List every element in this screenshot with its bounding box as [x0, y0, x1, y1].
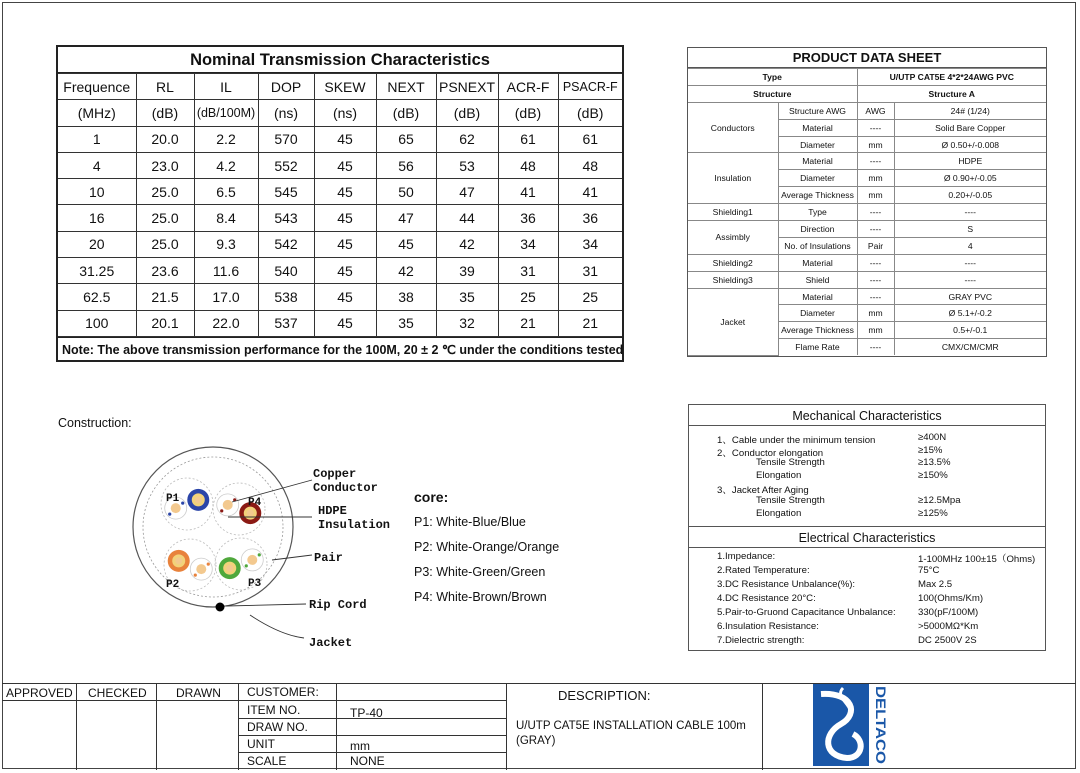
mechanical-item-value: ≥400N [918, 432, 947, 443]
table-cell: 23.0 [136, 152, 194, 178]
spec-value: Ø 5.1+/-0.2 [894, 305, 1046, 322]
electrical-item-label: 5.Pair-to-Gruond Capacitance Unbalance: [717, 607, 896, 618]
scale-label: SCALE [247, 754, 287, 768]
spec-value: ---- [894, 204, 1046, 221]
electrical-item-value: 75°C [918, 565, 940, 576]
table-cell: 25 [558, 284, 622, 310]
table-cell: 31 [558, 258, 622, 284]
table-cell: 23.6 [136, 258, 194, 284]
table-cell: 20.0 [136, 126, 194, 152]
spec-group-label: Jacket [688, 288, 778, 355]
spec-value: ---- [894, 254, 1046, 271]
core-p2: P2: White-Orange/Orange [414, 540, 560, 554]
table-cell: 47 [436, 179, 498, 205]
pair-leader [272, 555, 312, 560]
table-row [58, 258, 622, 284]
table-cell: (ns) [258, 100, 314, 126]
pair-label: Pair [314, 551, 343, 565]
copper-leader [232, 480, 312, 502]
pair-3-stripe-dot [258, 553, 261, 556]
table-cell: 9.3 [194, 231, 258, 257]
draw-no-label: DRAW NO. [247, 720, 308, 734]
rip-cord-leader [226, 604, 306, 606]
tb-divider [156, 684, 157, 770]
hdpe-label: HDPE [318, 504, 347, 518]
spec-value: Ø 0.50+/-0.008 [894, 136, 1046, 153]
table-cell: 570 [258, 126, 314, 152]
table-cell: 45 [314, 126, 376, 152]
spec-unit: AWG [857, 102, 894, 119]
spec-unit: ---- [857, 288, 894, 305]
product-data-table [687, 47, 1047, 357]
table-cell: 34 [558, 231, 622, 257]
core-p1: P1: White-Blue/Blue [414, 515, 526, 529]
spec-unit: ---- [857, 153, 894, 170]
table-cell: 42 [376, 258, 436, 284]
table-cell: 32 [436, 310, 498, 336]
table-cell: 45 [314, 258, 376, 284]
electrical-item-value: DC 2500V 2S [918, 635, 977, 646]
spec-unit: mm [857, 305, 894, 322]
transmission-table-title: Nominal Transmission Characteristics [58, 47, 622, 73]
spec-value: 0.20+/-0.05 [894, 187, 1046, 204]
spec-group-label: Insulation [688, 153, 778, 204]
table-cell: 2.2 [194, 126, 258, 152]
deltaco-wordmark [873, 684, 889, 766]
table-cell: 65 [376, 126, 436, 152]
table-cell: 36 [558, 205, 622, 231]
unit-value: mm [350, 739, 370, 753]
mechanical-item-value: ≥15% [918, 444, 943, 456]
pair-2-stripe-dot [207, 563, 210, 566]
spec-unit: Pair [857, 237, 894, 254]
spec-unit: ---- [857, 271, 894, 288]
jacket-inner [143, 457, 283, 597]
title-block [2, 683, 1076, 770]
spec-value: Ø 0.90+/-0.05 [894, 170, 1046, 187]
table-cell: 543 [258, 205, 314, 231]
unit-label: UNIT [247, 737, 275, 751]
rip-cord-dot [216, 603, 225, 612]
table-cell: 36 [498, 205, 558, 231]
electrical-title: Electrical Characteristics [689, 526, 1045, 548]
conductor-label: Conductor [313, 481, 378, 495]
table-cell: 61 [558, 126, 622, 152]
tb-divider [762, 684, 763, 770]
mechanical-title: Mechanical Characteristics [689, 405, 1045, 426]
rip-cord-label: Rip Cord [309, 598, 367, 612]
pair-4-white-core [223, 500, 233, 510]
table-cell: 22.0 [194, 310, 258, 336]
mechanical-item-value: ≥12.5Mpa [918, 495, 961, 506]
spec-value: HDPE [894, 153, 1046, 170]
table-row [58, 152, 622, 178]
table-cell: 20 [58, 231, 136, 257]
tb-rule [238, 735, 506, 736]
core-title: core: [414, 489, 449, 505]
table-cell: 25.0 [136, 179, 194, 205]
spec-group-label: Shielding3 [688, 271, 778, 288]
table-cell: PSACR-F [558, 74, 622, 100]
product-data-title: PRODUCT DATA SHEET [688, 48, 1046, 68]
mechanical-item-label: Tensile Strength [756, 495, 825, 506]
p2-label: P2 [166, 579, 180, 591]
structure-label: Structure [688, 85, 857, 102]
core-p3: P3: White-Green/Green [414, 565, 546, 579]
spec-unit: ---- [857, 119, 894, 136]
table-cell: 1 [58, 126, 136, 152]
mechanical-item-label: Elongation [756, 507, 802, 519]
table-cell: 44 [436, 205, 498, 231]
callout-labels [309, 467, 390, 650]
electrical-item-value: 100(Ohms/Km) [918, 593, 984, 604]
spec-value: 4 [894, 237, 1046, 254]
table-cell: 48 [558, 152, 622, 178]
table-cell: 21.5 [136, 284, 194, 310]
table-cell: PSNEXT [436, 74, 498, 100]
core-p4: P4: White-Brown/Brown [414, 590, 547, 604]
table-row [58, 179, 622, 205]
table-cell: 31.25 [58, 258, 136, 284]
table-cell: 540 [258, 258, 314, 284]
mechanical-list [689, 426, 1045, 526]
table-cell: 48 [498, 152, 558, 178]
pair-4-stripe-dot [220, 509, 223, 512]
spec-row [688, 288, 1046, 305]
table-cell: 50 [376, 179, 436, 205]
table-cell: 34 [498, 231, 558, 257]
spec-item: Structure AWG [778, 102, 857, 119]
scale-value: NONE [350, 754, 385, 768]
jacket-leader [250, 615, 304, 638]
table-cell: 17.0 [194, 284, 258, 310]
spec-item: No. of Insulations [778, 237, 857, 254]
table-cell: 62.5 [58, 284, 136, 310]
item-no-value: TP-40 [350, 706, 383, 720]
table-cell: 56 [376, 152, 436, 178]
pair-1-stripe-dot [168, 513, 171, 516]
electrical-item-value: >5000MΩ*Km [918, 621, 979, 632]
table-cell: 542 [258, 231, 314, 257]
p3-label: P3 [248, 578, 262, 590]
table-cell: (dB) [436, 100, 498, 126]
table-cell: (dB) [498, 100, 558, 126]
tb-divider [506, 684, 507, 770]
table-row [58, 205, 622, 231]
table-row [58, 284, 622, 310]
mechanical-item-label: Elongation [756, 469, 802, 481]
table-cell: 31 [498, 258, 558, 284]
spec-group-label: Conductors [688, 102, 778, 153]
spec-group-label: Shielding1 [688, 204, 778, 221]
mechanical-item-label: 2、Conductor elongation [717, 447, 824, 459]
units-row [58, 100, 622, 126]
spec-value: 0.5+/-0.1 [894, 322, 1046, 339]
mechanical-item-value: ≥13.5% [918, 457, 951, 469]
mechanical-item-label: 1、Cable under the minimum tension [717, 435, 876, 446]
table-cell: RL [136, 74, 194, 100]
spec-item: Material [778, 119, 857, 136]
spec-value: CMX/CM/CMR [894, 339, 1046, 355]
tb-divider [336, 684, 337, 770]
table-cell: 45 [376, 231, 436, 257]
pair-3-white-core [247, 555, 257, 565]
product-data-grid [688, 68, 1046, 356]
table-cell: 20.1 [136, 310, 194, 336]
spec-row [688, 204, 1046, 221]
table-cell: 41 [558, 179, 622, 205]
customer-label: CUSTOMER: [247, 685, 319, 699]
table-cell: 25.0 [136, 205, 194, 231]
spec-group-label: Shielding2 [688, 254, 778, 271]
pair-2-colored-core [175, 557, 182, 564]
description-label: DESCRIPTION: [558, 688, 651, 703]
type-label: Type [688, 69, 857, 86]
pair-2-white-core [196, 564, 206, 574]
electrical-item-label: 6.Insulation Resistance: [717, 621, 819, 632]
tb-rule [238, 752, 506, 753]
transmission-table [56, 45, 624, 362]
table-cell: 35 [376, 310, 436, 336]
spec-item: Material [778, 254, 857, 271]
insulation-label: Insulation [318, 518, 391, 532]
description-line-1: U/UTP CAT5E INSTALLATION CABLE 100m [516, 720, 746, 732]
spec-row [688, 153, 1046, 170]
spec-value: 24# (1/24) [894, 102, 1046, 119]
p1-label: P1 [166, 493, 180, 505]
spec-unit: ---- [857, 339, 894, 355]
electrical-list [689, 549, 1045, 649]
spec-item: Material [778, 288, 857, 305]
spec-unit: mm [857, 136, 894, 153]
pair-1-colored-core [195, 496, 202, 503]
table-cell: (dB) [136, 100, 194, 126]
electrical-item-label: 3.DC Resistance Unbalance(%): [717, 579, 856, 590]
table-cell: 39 [436, 258, 498, 284]
item-no-label: ITEM NO. [247, 703, 301, 717]
copper-label: Copper [313, 467, 357, 481]
header-row [58, 74, 622, 100]
spec-unit: mm [857, 187, 894, 204]
tb-divider [238, 684, 239, 770]
pair-3-stripe-dot [245, 564, 248, 567]
table-cell: 4 [58, 152, 136, 178]
brand-name: DELTACO [873, 686, 888, 750]
table-cell: 537 [258, 310, 314, 336]
pair-4-colored-core [247, 510, 254, 517]
table-cell: 25 [498, 284, 558, 310]
table-cell: 11.6 [194, 258, 258, 284]
table-cell: 45 [314, 284, 376, 310]
drawn-label: DRAWN [176, 686, 221, 700]
jacket-label: Jacket [309, 636, 353, 650]
table-cell: (dB/100M) [194, 100, 258, 126]
table-cell: 10 [58, 179, 136, 205]
table-cell: 45 [314, 179, 376, 205]
spec-unit: mm [857, 170, 894, 187]
electrical-item-value: 1-100MHz 100±15（Ohms) [918, 554, 1036, 565]
table-cell: (dB) [376, 100, 436, 126]
pair-1-stripe-dot [181, 502, 184, 505]
spec-unit: ---- [857, 204, 894, 221]
table-cell: 45 [314, 231, 376, 257]
electrical-item-label: 4.DC Resistance 20°C: [717, 593, 816, 604]
electrical-item-value: 330(pF/100M) [918, 607, 979, 618]
spec-value: ---- [894, 271, 1046, 288]
tb-rule [238, 700, 506, 701]
table-cell: 552 [258, 152, 314, 178]
table-cell: 21 [558, 310, 622, 336]
spec-group-label: Assimbly [688, 221, 778, 255]
spec-item: Flame Rate [778, 339, 857, 355]
spec-item: Type [778, 204, 857, 221]
table-cell: 42 [436, 231, 498, 257]
spec-item: Direction [778, 221, 857, 238]
table-cell: 62 [436, 126, 498, 152]
description-line-2: (GRAY) [516, 735, 556, 747]
table-cell: 45 [314, 310, 376, 336]
spec-item: Shield [778, 271, 857, 288]
table-cell: 47 [376, 205, 436, 231]
table-cell: Frequence [58, 74, 136, 100]
table-cell: 25.0 [136, 231, 194, 257]
pair-3-colored-core [226, 565, 233, 572]
table-cell: 45 [314, 152, 376, 178]
tb-divider [76, 684, 77, 770]
table-row [58, 310, 622, 336]
table-cell: 545 [258, 179, 314, 205]
structure-row [688, 85, 1046, 102]
deltaco-logo-mark [813, 684, 869, 766]
approved-label: APPROVED [6, 686, 73, 700]
spec-unit: ---- [857, 221, 894, 238]
table-cell: 35 [436, 284, 498, 310]
table-cell: NEXT [376, 74, 436, 100]
table-cell: 16 [58, 205, 136, 231]
spec-row [688, 271, 1046, 288]
construction-label: Construction: [58, 416, 132, 430]
table-cell: 4.2 [194, 152, 258, 178]
spec-item: Average Thickness [778, 187, 857, 204]
structure-value: Structure A [857, 85, 1046, 102]
table-row [58, 231, 622, 257]
electrical-item-label: 7.Dielectric strength: [717, 635, 805, 646]
table-cell: 538 [258, 284, 314, 310]
mechanical-item-label: 3、Jacket After Aging [717, 485, 809, 497]
characteristics-panel [688, 404, 1046, 651]
spec-item: Material [778, 153, 857, 170]
table-cell: 6.5 [194, 179, 258, 205]
type-value: U/UTP CAT5E 4*2*24AWG PVC [857, 69, 1046, 86]
spec-item: Diameter [778, 305, 857, 322]
mechanical-item-value: ≥150% [918, 469, 948, 481]
spec-item: Diameter [778, 136, 857, 153]
spec-unit: ---- [857, 254, 894, 271]
spec-value: Solid Bare Copper [894, 119, 1046, 136]
mechanical-item-label: Tensile Strength [756, 457, 825, 469]
table-cell: 8.4 [194, 205, 258, 231]
type-row [688, 69, 1046, 86]
transmission-note: Note: The above transmission performance for the 100M, 20 ± 2 ℃ under the conditions tested [58, 337, 622, 360]
table-cell: 61 [498, 126, 558, 152]
spec-row [688, 254, 1046, 271]
table-cell: 38 [376, 284, 436, 310]
table-cell: (dB) [558, 100, 622, 126]
spec-unit: mm [857, 322, 894, 339]
jacket-outer [133, 447, 293, 607]
table-cell: (ns) [314, 100, 376, 126]
spec-item: Diameter [778, 170, 857, 187]
table-cell: IL [194, 74, 258, 100]
table-cell: 100 [58, 310, 136, 336]
p4-label: P4 [248, 497, 262, 509]
table-cell: 45 [314, 205, 376, 231]
checked-label: CHECKED [88, 686, 147, 700]
electrical-item-label: 2.Rated Temperature: [717, 565, 810, 576]
logo-swirl-icon [813, 684, 869, 766]
table-cell: 21 [498, 310, 558, 336]
electrical-item-value: Max 2.5 [918, 579, 953, 590]
transmission-grid [58, 73, 622, 337]
table-cell: DOP [258, 74, 314, 100]
spec-row [688, 102, 1046, 119]
spec-item: Average Thickness [778, 322, 857, 339]
table-cell: ACR-F [498, 74, 558, 100]
spec-value: GRAY PVC [894, 288, 1046, 305]
mechanical-item-value: ≥125% [918, 507, 948, 519]
table-cell: 41 [498, 179, 558, 205]
table-cell: (MHz) [58, 100, 136, 126]
spec-value: S [894, 221, 1046, 238]
tb-rule [2, 700, 238, 701]
table-cell: SKEW [314, 74, 376, 100]
pair-2-stripe-dot [194, 574, 197, 577]
electrical-item-label: 1.Impedance: [717, 551, 776, 562]
table-row [58, 126, 622, 152]
spec-row [688, 221, 1046, 238]
table-cell: 53 [436, 152, 498, 178]
